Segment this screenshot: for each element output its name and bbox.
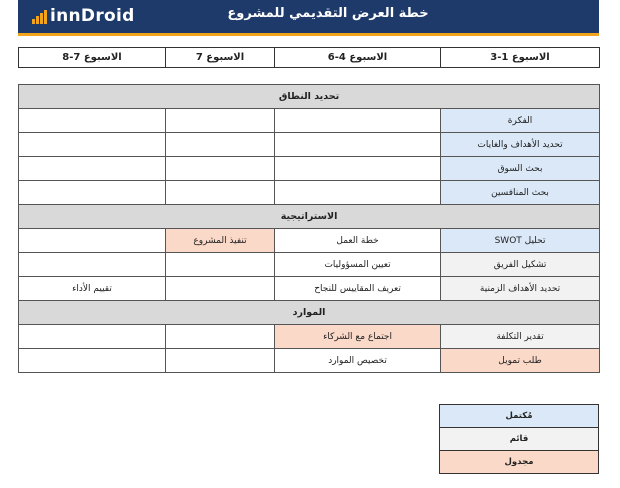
legend-item-delayed: مجدول [440,451,599,474]
week-cell [166,157,275,181]
legend-row [440,405,599,428]
legend-item-ongoing: قائم [440,428,599,451]
logo-bars-icon [32,8,48,24]
task-cell: تشكيل الفريق [441,253,600,277]
week-cell: تخصيص الموارد [275,349,441,373]
table-row [19,157,600,181]
week-cell: تنفيذ المشروع [166,229,275,253]
week-cell: تقييم الأداء [19,277,166,301]
week-cell [19,109,166,133]
brand-logo [32,5,135,27]
logo-text: innDroid [50,6,135,26]
task-cell: تحليل SWOT [441,229,600,253]
week-cell [166,109,275,133]
week-cell [19,229,166,253]
table-row [19,181,600,205]
week-cell [166,325,275,349]
task-cell: تحديد الأهداف الزمنية [441,277,600,301]
table-row [19,133,600,157]
table-row [19,253,600,277]
week-cell [166,133,275,157]
week-cell [166,181,275,205]
week-cell [19,157,166,181]
status-legend [439,404,599,474]
week-cell [19,253,166,277]
header-banner [18,0,599,36]
legend-row [440,451,599,474]
section-header-row [19,205,600,229]
section-header-row [19,301,600,325]
week-cell [19,349,166,373]
week-cell: اجتماع مع الشركاء [275,325,441,349]
task-cell: تحديد الأهداف والغايات [441,133,600,157]
table-row [19,277,600,301]
week-cell [275,157,441,181]
week-cell [275,133,441,157]
legend-row [440,428,599,451]
table-row [19,349,600,373]
week-cell: خطة العمل [275,229,441,253]
task-cell: الفكرة [441,109,600,133]
task-cell: تقدير التكلفة [441,325,600,349]
task-cell: طلب تمويل [441,349,600,373]
week-cell [19,133,166,157]
legend-item-done: مُكتمل [440,405,599,428]
table-row [19,229,600,253]
week-header-2: الاسبوع 4-6 [275,48,441,68]
week-cell [275,181,441,205]
week-cell [166,253,275,277]
task-cell: بحث السوق [441,157,600,181]
week-header-1: الاسبوع 1-3 [441,48,600,68]
week-cell [166,349,275,373]
section-header-row [19,85,600,109]
week-cell: تعريف المقاييس للنجاح [275,277,441,301]
week-cell: تعيين المسؤوليات [275,253,441,277]
section-title: تحديد النطاق [19,85,600,109]
table-row [19,109,600,133]
schedule-table [18,84,600,373]
table-row [19,325,600,349]
weeks-header-row [19,48,600,68]
week-header-3: الاسبوع 7 [166,48,275,68]
week-cell [19,181,166,205]
week-cell [275,109,441,133]
week-cell [19,325,166,349]
section-title: الموارد [19,301,600,325]
page-title: خطة العرض التقديمي للمشروع [227,6,429,21]
section-title: الاستراتيجية [19,205,600,229]
week-header-4: الاسبوع 7-8 [19,48,166,68]
weeks-header-table [18,47,600,68]
task-cell: بحث المنافسين [441,181,600,205]
week-cell [166,277,275,301]
